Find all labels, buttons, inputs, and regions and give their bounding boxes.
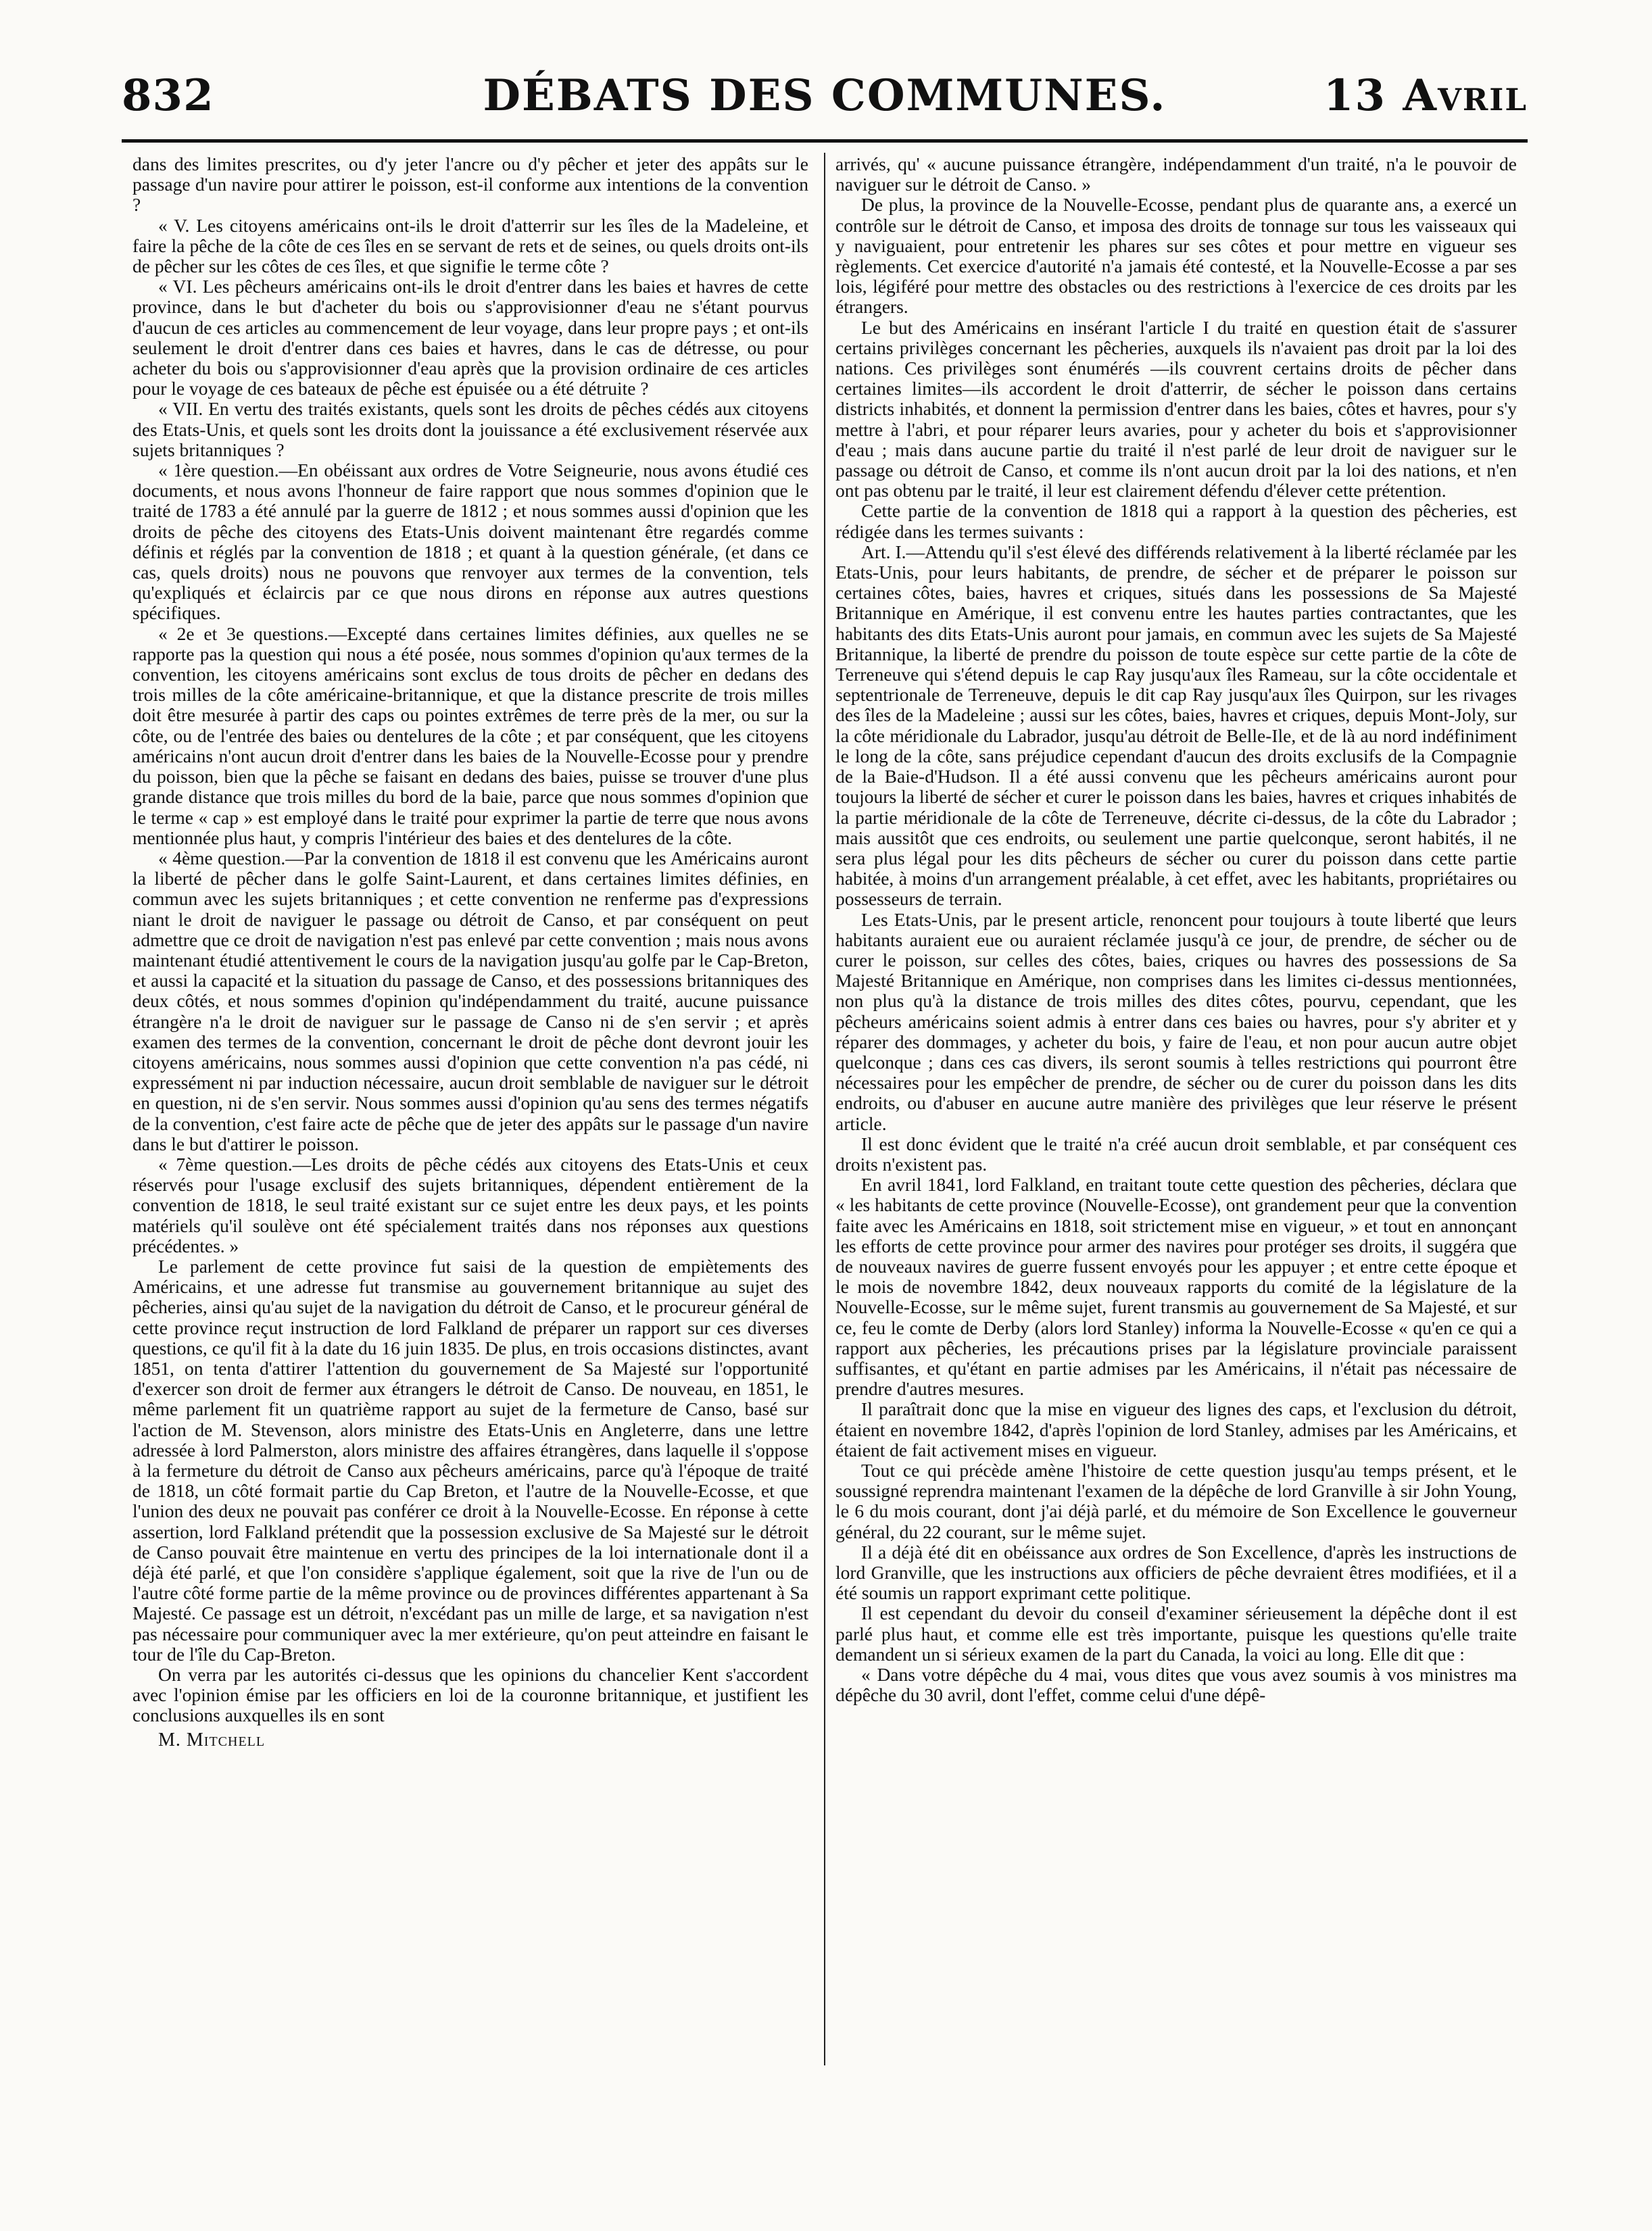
column-divider bbox=[824, 153, 825, 2065]
paragraph: « 2e et 3e questions.—Excepté dans certaines limites définies, aux quelles ne se rapporte pas la question qui nous a été posée, nous sommes d'opinion qu'aux termes de la convention, les citoyens américains sont exclus de tous droits de pêcher en dedans des trois milles de la côte américaine-britannique, et que la distance prescrite de trois milles doit être mesurée à partir des caps ou pointes extrêmes de terre près de la mer, ou sur la côte, ou de l'entrée des baies ou dentelures de la côte ; et par conséquent, que les citoyens américains n'ont aucun droit d'entrer dans les baies de la Nouvelle-Ecosse pour y prendre du poisson, bien que la pêche se faisant en dedans des baies, puisse se trouver d'une plus grande distance que trois milles du bord de la baie, parce que nous sommes d'opinion que le terme « cap » est employé dans le traité pour exprimer la partie de terre que nous avons mentionnée plus haut, y compris l'intérieur des baies et des dentelures de la côte. bbox=[132, 622, 808, 848]
paragraph: Il paraîtrait donc que la mise en vigueur des lignes des caps, et l'exclusion du détroit, étaient en novembre 1842, d'après l'opinion de lord Stanley, admises par les Américains, et étaient de fait activement mises en vigueur. bbox=[835, 1398, 1517, 1461]
paragraph: Tout ce qui précède amène l'histoire de cette question jusqu'au temps présent, et le soussigné reprendra maintenant l'examen de la dépêche de lord Granville à sir John Young, le 6 du mois courant, dont j'ai déjà parlé, et du mémoire de Son Excellence le gouverneur général, du 22 courant, sur le même sujet. bbox=[835, 1460, 1517, 1542]
paragraph: Il a déjà été dit en obéissance aux ordres de Son Excellence, d'après les instructions de lord Granville, que les instructions aux officiers de pêche devraient êtres modifiées, et il a été soumis un rapport exprimant cette politique. bbox=[835, 1541, 1517, 1604]
page-number: 832 bbox=[122, 70, 214, 121]
paragraph: arrivés, qu' « aucune puissance étrangère, indépendamment d'un traité, n'a le pouvoir de naviguer sur le détroit de Canso. » bbox=[835, 153, 1517, 195]
right-column bbox=[835, 154, 1517, 1705]
paragraph: Cette partie de la convention de 1818 qui a rapport à la question des pêcheries, est rédigée dans les termes suivants : bbox=[835, 500, 1517, 542]
left-column bbox=[132, 154, 808, 1750]
paragraph: Il est donc évident que le traité n'a créé aucun droit semblable, et par conséquent ces droits n'existent pas. bbox=[835, 1133, 1517, 1175]
paragraph: De plus, la province de la Nouvelle-Ecosse, pendant plus de quarante ans, a exercé un contrôle sur le détroit de Canso, et imposa des droits de tonnage sur tous les vaisseaux qui y naviguaient, pour entretenir les phares sur ses côtes et pour mettre en vigueur ses règlements. Cet exercice d'autorité n'a jamais été contesté, et la Nouvelle-Ecosse a par ses lois, légiféré pour mettre des obstacles ou des restrictions à l'exercice de ces droits par les étrangers. bbox=[835, 194, 1517, 318]
paragraph: « 7ème question.—Les droits de pêche cédés aux citoyens des Etats-Unis et ceux réservés pour l'usage exclusif des sujets britanniques, dépendent entièrement de la convention de 1818, le seul traité existant sur ce sujet entre les deux pays, et les points matériels qu'il soulève ont été spécialement traités dans nos réponses aux questions précédentes. » bbox=[132, 1153, 808, 1256]
header-rule bbox=[122, 139, 1528, 143]
paragraph: Il est cependant du devoir du conseil d'examiner sérieusement la dépêche dont il est parlé plus haut, et comme elle est très importante, puisque les questions qu'elle traite demandent un si sérieux examen de la part du Canada, la voici au long. Elle dit que : bbox=[835, 1602, 1517, 1665]
paragraph: Le parlement de cette province fut saisi de la question de empiètements des Américains, et une adresse fut transmise au gouvernement britannique au sujet des pêcheries, ainsi qu'au sujet de la navigation du détroit de Canso, et le procureur général de cette province reçut instruction de lord Falkland de préparer un rapport sur ces diverses questions, ce qu'il fit à la date du 16 juin 1835. De plus, en trois occasions distinctes, avant 1851, on tenta d'attirer l'attention du gouvernement de Sa Majesté sur l'opportunité d'exercer son droit de fermer aux étrangers le détroit de Canso. De nouveau, en 1851, le même parlement fit un quatrième rapport au sujet de la fermeture de Canso, basé sur l'action de M. Stevenson, alors ministre des Etats-Unis en Angleterre, dans une lettre adressée à lord Palmerston, alors ministre des affaires étrangères, dans laquelle il s'oppose à la fermeture du détroit de Canso aux pêcheurs américains, parce qu'à l'époque de traité de 1818, un côté formait partie du Cap Breton, et l'autre de la Nouvelle-Ecosse, et que l'union des deux ne pouvait pas conférer ce droit à la Nouvelle-Ecosse. En réponse à cette assertion, lord Falkland prétendit que la possession exclusive de Sa Majesté sur le détroit de Canso pouvait être maintenue en vertu des principes de la loi internationale dont il a déjà été parlé, et que l'on considère s'applique également, soit que la rive de l'un ou de l'autre côté forme partie de la même province ou de provinces différentes appartenant à Sa Majesté. Ce passage est un détroit, n'excédant pas un mille de large, et sa navigation n'est pas nécessaire pour communiquer avec la mer extérieure, qu'on peut atteindre en faisant le tour de l'île du Cap-Breton. bbox=[132, 1255, 808, 1665]
speaker-signature: M. Mitchell bbox=[158, 1729, 266, 1750]
page-date: 13 Avril bbox=[1323, 70, 1528, 121]
paragraph: « Dans votre dépêche du 4 mai, vous dites que vous avez soumis à vos ministres ma dépêche du 30 avril, dont l'effet, comme celui d'une dépê- bbox=[835, 1664, 1517, 1706]
paragraph: « 1ère question.—En obéissant aux ordres de Votre Seigneurie, nous avons étudié ces documents, et nous avons l'honneur de faire rapport que nous sommes d'opinion que le traité de 1783 a été annulé par la guerre de 1812 ; et nous sommes aussi d'opinion que les droits de pêche des citoyens des Etats-Unis doivent maintenant être regardés comme définis et réglés par la convention de 1818 ; et quant à la question générale, (et dans ce cas, quels droits) nous ne pouvons que renvoyer aux termes de la convention, tels qu'expliqués et éclaircis par ce que nous dirons en réponse aux autres questions spécifiques. bbox=[132, 460, 808, 624]
paragraph: « V. Les citoyens américains ont-ils le droit d'atterrir sur les îles de la Madeleine, et faire la pêche de la côte de ces îles en se servant de rets et de seines, ou quels droits ont-ils de pêcher sur les côtes de ces îles, et que signifie le terme côte ? bbox=[132, 214, 808, 277]
page-header bbox=[122, 65, 1528, 132]
publication-title: DÉBATS DES COMMUNES. bbox=[483, 70, 1167, 121]
paragraph: Art. I.—Attendu qu'il s'est élevé des différends relativement à la liberté réclamée par les Etats-Unis, pour leurs habitants, de prendre, de sécher et de préparer le poisson sur certaines côtes, baies, havres et criques, situés dans les possessions de Sa Majesté Britannique en Amérique, il est convenu entre les hautes parties contractantes, que les habitants des dits Etats-Unis auront pour jamais, en commun avec les sujets de Sa Majesté Britannique, la liberté de prendre du poisson de toute espèce sur cette partie de la côte de Terreneuve qui s'étend depuis le cap Ray jusqu'aux îles Rameau, sur la côte occidentale et septentrionale de Terreneuve, depuis le dit cap Ray jusqu'aux îles Quirpon, sur les rivages des îles de la Madeleine ; aussi sur les côtes, baies, havres et criques, depuis Mont-Joly, sur la côte méridionale du Labrador, jusqu'au détroit de Belle-Ile, et de là au nord indéfiniment le long de la côte, sans préjudice cependant d'aucun des droits exclusifs de la Compagnie de la Baie-d'Hudson. Il a été aussi convenu que les pêcheurs américains auront pour toujours la liberté de sécher et curer le poisson dans les baies, havres et criques inhabités de la partie méridionale de la côte de Terreneuve, décrite ci-dessus, de la côte du Labrador ; mais aussitôt que ces endroits, ou seulement une partie quelconque, seront habités, il ne sera plus légal pour les dits pêcheurs de sécher ou curer du poisson dans cette partie habitée, à moins d'un arrangement préalable, à cet effet, avec les habitants, propriétaires ou possesseurs de terrain. bbox=[835, 541, 1517, 910]
paragraph: « VI. Les pêcheurs américains ont-ils le droit d'entrer dans les baies et havres de cette province, dans le but d'acheter du bois ou s'approvisionner d'eau ne s'étant pourvus d'aucun de ces articles au commencement de leur voyage, dans leur propre pays ; et ont-ils seulement le droit d'entrer dans ces baies et havres, dans le cas de détresse, ou pour acheter du bois ou s'approvisionner d'eau après que la provision ordinaire de ces articles pour le voyage de ces bateaux de pêche est épuisée ou a été détruite ? bbox=[132, 276, 808, 399]
paragraph: « 4ème question.—Par la convention de 1818 il est convenu que les Américains auront la liberté de pêcher dans le golfe Saint-Laurent, et dans certaines limites définies, en commun avec les sujets britanniques ; et cette convention ne renferme pas d'expressions niant le droit de naviguer le passage ou détroit de Canso, et par conséquent on peut admettre que ce droit de navigation n'est pas enlevé par cette convention ; mais nous avons maintenant étudié attentivement le cours de la navigation jusqu'au golfe par le Cap-Breton, et aussi la capacité et la situation du passage de Canso, et des possessions britanniques des deux côtés, et nous sommes d'opinion qu'indépendamment du traité, aucune puissance étrangère n'a le droit de naviguer sur le passage de Canso ni de s'en servir ; et après examen des termes de la convention, concernant le droit de pêche dont devront jouir les citoyens américains, nous sommes aussi d'opinion que cette convention n'a pas cédé, ni expressément ni par induction nécessaire, aucun droit semblable de naviguer sur le détroit en question, ni de s'en servir. Nous sommes aussi d'opinion qu'au sens des termes négatifs de la convention, c'est faire acte de pêche que de jeter des appâts sur le passage d'un navire dans le but d'attirer le poisson. bbox=[132, 847, 808, 1154]
paragraph: Le but des Américains en insérant l'article I du traité en question était de s'assurer certains privilèges concernant les pêcheries, auxquels ils n'avaient pas droit par la loi des nations. Ces privilèges sont énumérés —ils couvrent certains droits de pêcher dans certaines limites—ils accordent le droit d'atterrir, de sécher le poisson dans certains districts inhabités, et donnent la permission d'entrer dans les baies, côtes et havres, pour s'y mettre à l'abri, et pour réparer leurs avaries, pour y acheter du bois et s'approvisionner d'eau ; mais dans aucune partie du traité il n'est parlé de leur droit de naviguer sur le passage ou détroit de Canso, et comme ils n'ont aucun droit par la loi des nations, et n'en ont pas obtenu par le traité, il leur est clairement défendu d'élever cette prétention. bbox=[835, 316, 1517, 501]
paragraph: En avril 1841, lord Falkland, en traitant toute cette question des pêcheries, déclara que « les habitants de cette province (Nouvelle-Ecosse), ont grandement peur que la convention faite avec les Américains en 1818, soit strictement mise en vigueur, » et tout en annonçant les efforts de cette province pour armer des navires pour protéger ses droits, il suggéra que de nouveaux navires de guerre fussent envoyés pour les appuyer ; et entre cette époque et le mois de novembre 1842, deux nouveaux rapports du comité de la législature de la Nouvelle-Ecosse, sur le même sujet, furent transmis au gouvernement de Sa Majesté, et sur ce, feu le comte de Derby (alors lord Stanley) informa la Nouvelle-Ecosse « qu'en ce qui a rapport aux pêcheries, les précautions prises par la législature provinciale paraissent suffisantes, et qu'étant en partie admises par les Américains, il n'était pas nécessaire de prendre d'autres mesures. bbox=[835, 1174, 1517, 1400]
paragraph: « VII. En vertu des traités existants, quels sont les droits de pêches cédés aux citoyens des Etats-Unis, et quels sont les droits dont la jouissance a été exclusivement réservée aux sujets britanniques ? bbox=[132, 398, 808, 460]
paragraph: On verra par les autorités ci-dessus que les opinions du chancelier Kent s'accordent avec l'opinion émise par les officiers en loi de la couronne britannique, et justifient les conclusions auxquelles ils en sont bbox=[132, 1664, 808, 1726]
paragraph: Les Etats-Unis, par le present article, renoncent pour toujours à toute liberté que leurs habitants auraient eue ou auraient réclamée jusqu'à ce jour, de prendre, de sécher ou de curer le poisson, sur celles des côtes, baies, criques ou havres des possessions de Sa Majesté Britannique en Amérique, non comprises dans les limites ci-dessus mentionnées, non plus qu'à la distance de trois milles des dites côtes, pourvu, cependant, que les pêcheurs américains soient admis à entrer dans ces baies ou havres, pour s'y abriter et y réparer des dommages, y acheter du bois, y faire de l'eau, et non pour aucun autre objet quelconque ; dans ces cas divers, ils seront soumis à telles restrictions qui pourront être nécessaires pour les empêcher de prendre, de sécher ou de curer du poisson dans les dits endroits, ou d'abuser en aucune autre manière des privilèges que leur réserve le présent article. bbox=[835, 908, 1517, 1134]
paragraph: dans des limites prescrites, ou d'y jeter l'ancre ou d'y pêcher et jeter des appâts sur le passage d'un navire pour attirer le poisson, est-il conforme aux intentions de la convention ? bbox=[132, 153, 808, 216]
